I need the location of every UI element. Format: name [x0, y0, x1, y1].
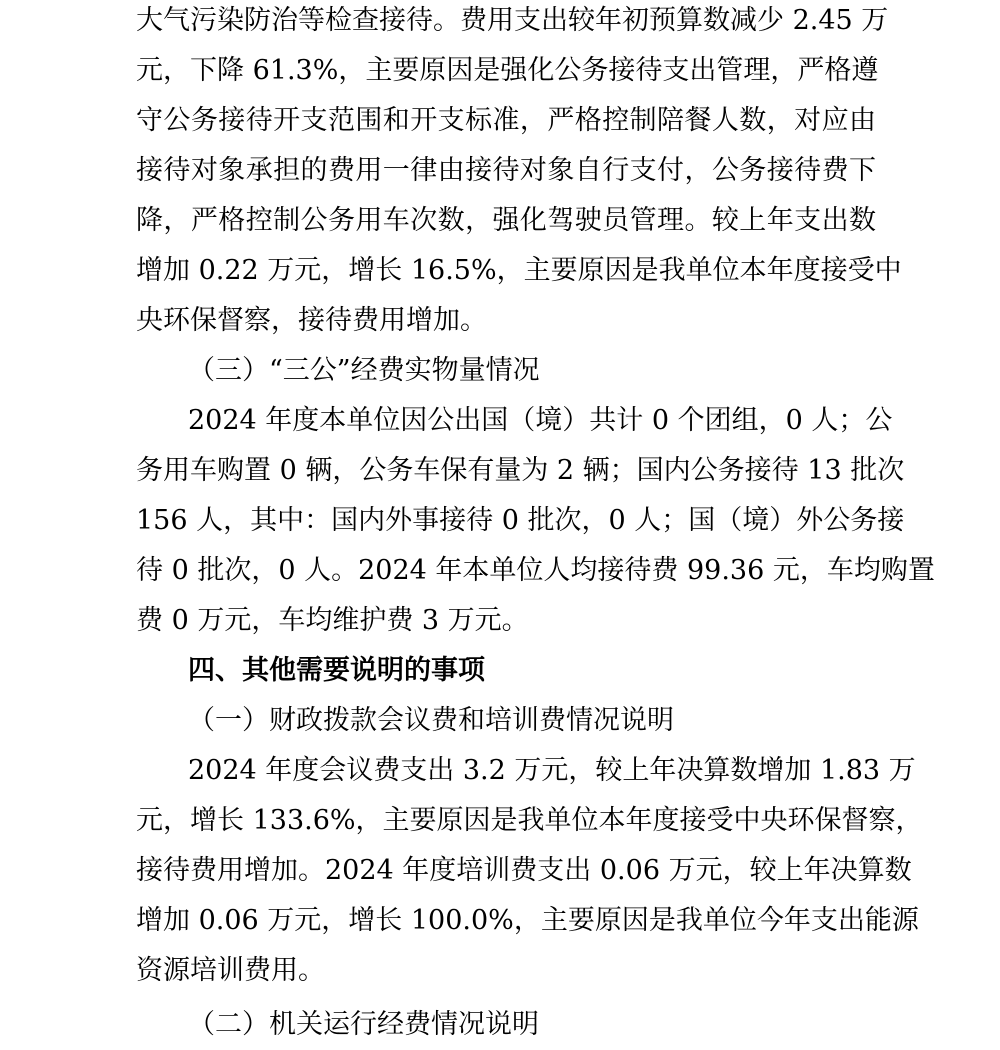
paragraph-line: 央环保督察，接待费用增加。: [136, 305, 487, 336]
paragraph-line: 156 人，其中：国内外事接待 0 批次，0 人；国（境）外公务接: [136, 505, 905, 536]
paragraph-line: 元，增长 133.6%，主要原因是我单位本年度接受中央环保督察，: [136, 805, 923, 836]
section-subheading: （三）“三公”经费实物量情况: [188, 355, 540, 386]
paragraph-line: 2024 年度本单位因公出国（境）共计 0 个团组，0 人；公: [188, 405, 893, 436]
paragraph-line: 元，下降 61.3%，主要原因是强化公务接待支出管理，严格遵: [136, 55, 879, 86]
paragraph-line: 待 0 批次，0 人。2024 年本单位人均接待费 99.36 元，车均购置: [136, 555, 935, 586]
paragraph-line: 大气污染防治等检查接待。费用支出较年初预算数减少 2.45 万: [136, 5, 889, 36]
section-subheading: （二）机关运行经费情况说明: [188, 1009, 539, 1040]
paragraph-line: 费 0 万元，车均维护费 3 万元。: [136, 605, 529, 636]
paragraph-line: 增加 0.06 万元，增长 100.0%，主要原因是我单位今年支出能源: [136, 905, 919, 936]
paragraph-line: 接待对象承担的费用一律由接待对象自行支付，公务接待费下: [136, 155, 876, 186]
paragraph-line: 2024 年度会议费支出 3.2 万元，较上年决算数增加 1.83 万: [188, 755, 916, 786]
paragraph-line: 守公务接待开支范围和开支标准，严格控制陪餐人数，对应由: [136, 105, 876, 136]
section-subheading: （一）财政拨款会议费和培训费情况说明: [188, 705, 674, 736]
paragraph-line: 增加 0.22 万元，增长 16.5%，主要原因是我单位本年度接受中: [136, 255, 902, 286]
paragraph-line: 务用车购置 0 辆，公务车保有量为 2 辆；国内公务接待 13 批次: [136, 455, 905, 486]
section-heading: 四、其他需要说明的事项: [188, 655, 485, 686]
paragraph-line: 接待费用增加。2024 年度培训费支出 0.06 万元，较上年决算数: [136, 855, 912, 886]
paragraph-line: 资源培训费用。: [136, 955, 325, 986]
paragraph-line: 降，严格控制公务用车次数，强化驾驶员管理。较上年支出数: [136, 205, 876, 236]
